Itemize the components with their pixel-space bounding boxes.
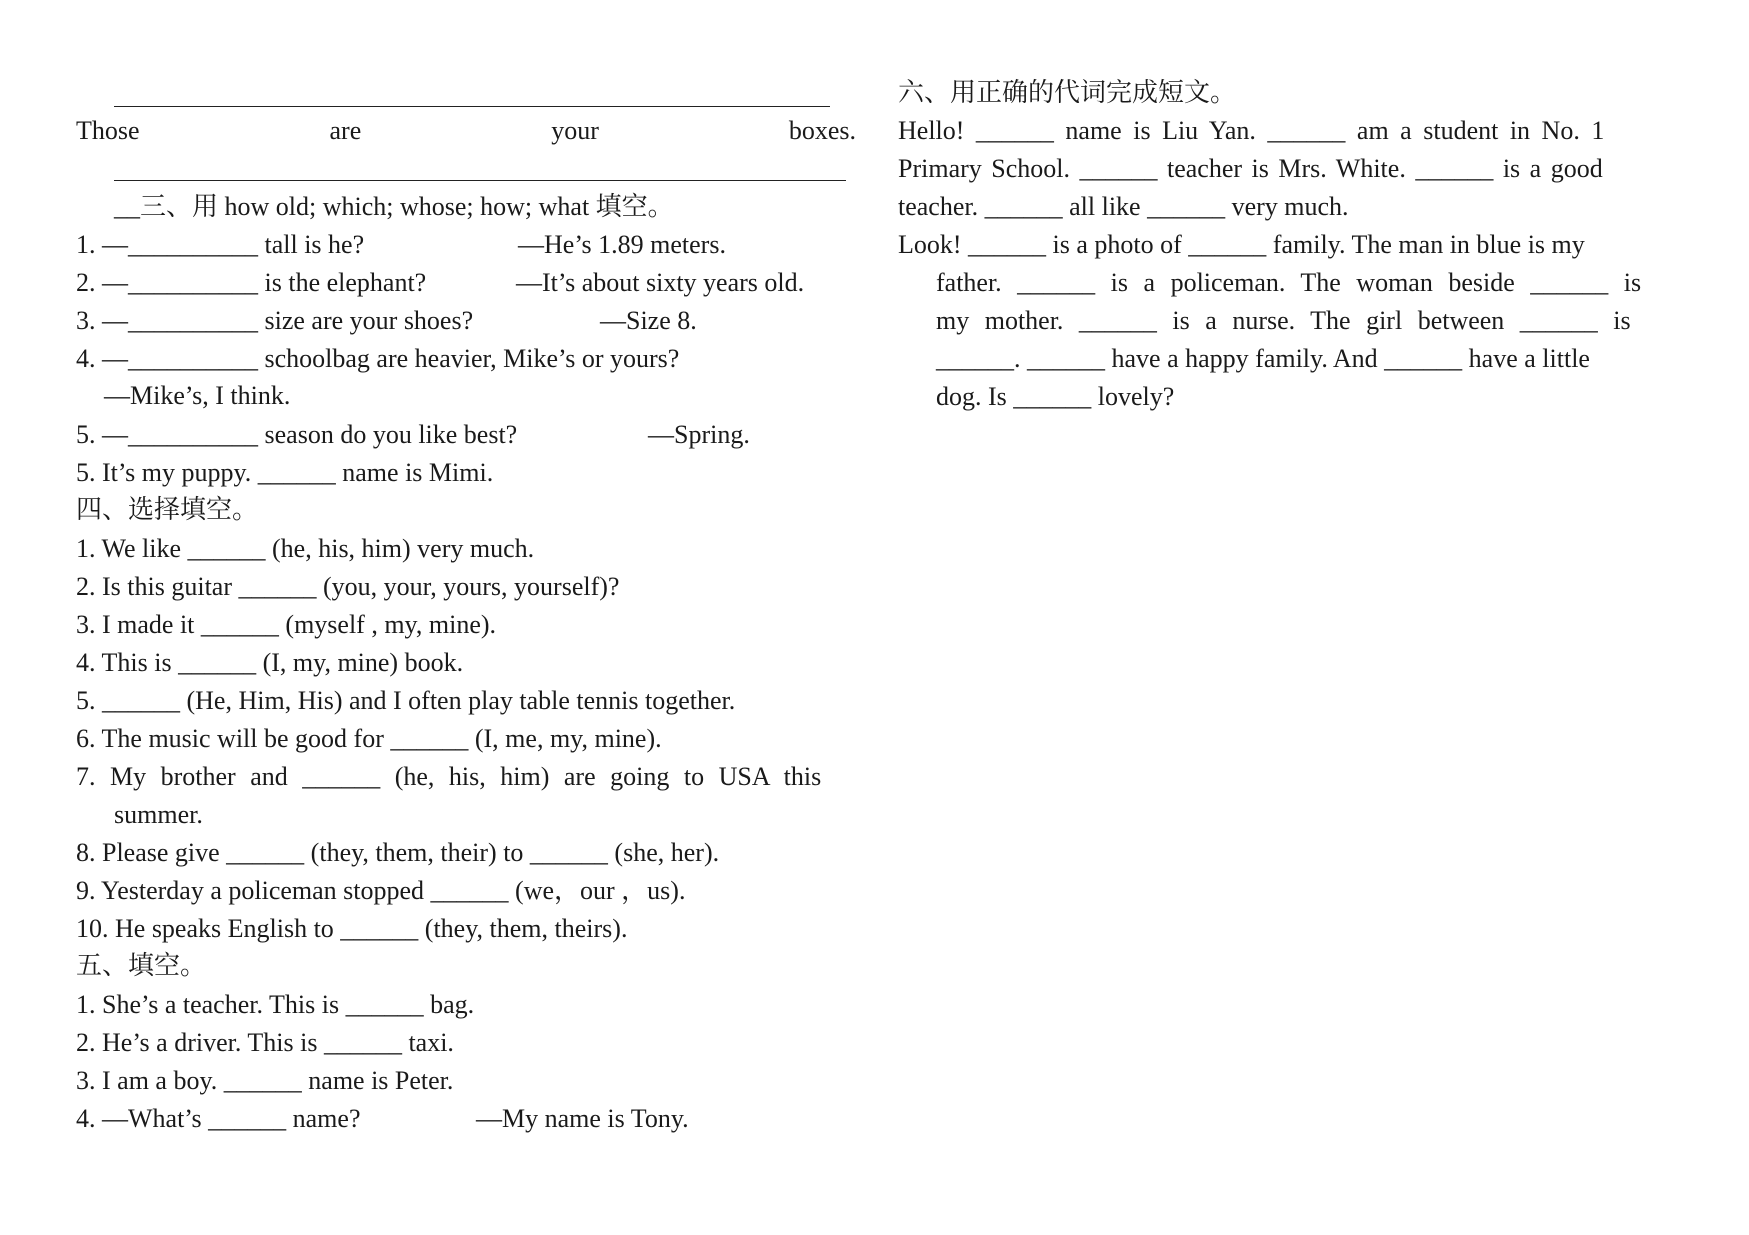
s4-item-7: 7. My brother and ______ (he, his, him) are going to USA this: [76, 762, 822, 791]
answer-line: [114, 106, 830, 107]
passage-line: Look! ______ is a photo of ______ family. The man in blue is my: [898, 230, 1585, 259]
s5-item: 3. I am a boy. ______ name is Peter.: [76, 1066, 454, 1095]
section6-heading: 六、用正确的代词完成短文。: [898, 78, 1237, 107]
s5-item: 1. She’s a teacher. This is ______ bag.: [76, 990, 475, 1019]
s3-item-4: 4. —__________ schoolbag are heavier, Mike’s or yours?: [76, 344, 680, 373]
word: are: [329, 116, 362, 145]
word: Those: [76, 116, 140, 145]
s3-item-5: 5. —__________ season do you like best? —Spring.: [76, 420, 750, 449]
passage-line: Hello! ______ name is Liu Yan. ______ am a student in No. 1: [898, 116, 1605, 145]
s4-item: 4. This is ______ (I, my, mine) book.: [76, 648, 464, 677]
s4-item: 10. He speaks English to ______ (they, them, theirs).: [76, 914, 628, 943]
s5-item: 2. He’s a driver. This is ______ taxi.: [76, 1028, 454, 1057]
word: boxes.: [788, 116, 856, 145]
section3-heading: __三、用 how old; which; whose; how; what 填空。: [114, 192, 674, 221]
word: your: [551, 116, 599, 145]
answer-line: [114, 180, 846, 181]
section4-heading: 四、选择填空。: [76, 495, 259, 524]
passage-line: ______. ______ have a happy family. And ______ have a little: [936, 344, 1590, 373]
passage-line: dog. Is ______ lovely?: [936, 382, 1175, 411]
s3-item-5b: 5. It’s my puppy. ______ name is Mimi.: [76, 458, 494, 487]
passage-line: my mother. ______ is a nurse. The girl between ______ is: [936, 306, 1631, 335]
s4-item: 8. Please give ______ (they, them, their) to ______ (she, her).: [76, 838, 720, 867]
s4-item: 3. I made it ______ (myself , my, mine).: [76, 610, 497, 639]
s5-item: 4. —What’s ______ name? —My name is Tony.: [76, 1104, 689, 1133]
s4-item: 2. Is this guitar ______ (you, your, yours, yourself)?: [76, 572, 620, 601]
passage-line: teacher. ______ all like ______ very much.: [898, 192, 1349, 221]
passage-line: father. ______ is a policeman. The woman beside ______ is: [936, 268, 1642, 297]
s3-item-4-answer: —Mike’s, I think.: [104, 381, 291, 410]
s3-item-2: 2. —__________ is the elephant? —It’s about sixty years old.: [76, 268, 805, 297]
s3-item-1: 1. —__________ tall is he? —He’s 1.89 meters.: [76, 230, 726, 259]
s4-item: 6. The music will be good for ______ (I, me, my, mine).: [76, 724, 662, 753]
s3-item-3: 3. —__________ size are your shoes? —Size 8.: [76, 306, 697, 335]
s4-item: 5. ______ (He, Him, His) and I often play table tennis together.: [76, 686, 736, 715]
s4-item: 1. We like ______ (he, his, him) very much.: [76, 534, 535, 563]
sentence-those-are-your-boxes: [76, 116, 856, 146]
section5-heading: 五、填空。: [76, 951, 207, 980]
passage-line: Primary School. ______ teacher is Mrs. White. ______ is a good: [898, 154, 1603, 183]
s4-item: 9. Yesterday a policeman stopped ______ (we，our ，us).: [76, 876, 686, 905]
s4-item-7-cont: summer.: [114, 800, 203, 829]
